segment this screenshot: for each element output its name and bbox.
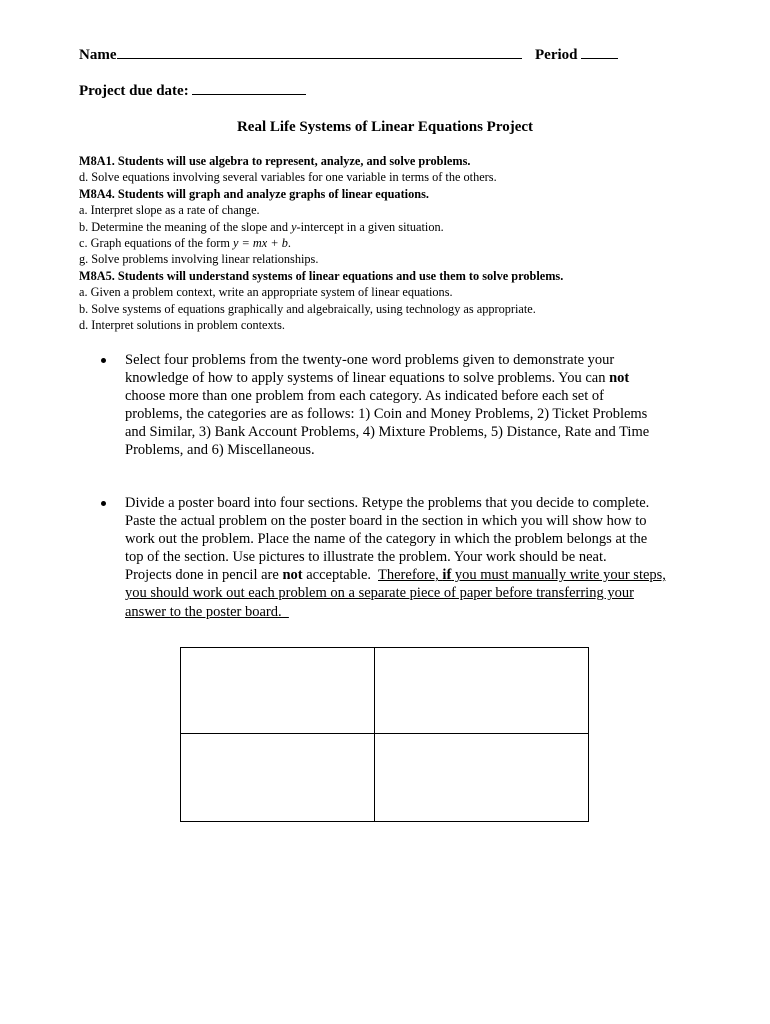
instruction-line: Select four problems from the twenty-one word problems given to demonstrate your [125,352,615,368]
poster-section-1 [181,648,375,734]
standard-line: g. Solve problems involving linear relationships. [79,252,319,267]
instruction-text: acceptable. [302,567,379,584]
standard-line [79,235,563,251]
poster-section-2 [375,648,588,734]
instruction-emphasis: if [442,567,452,584]
standard-line [79,219,563,235]
standard-line: M8A1. Students will use algebra to represent, analyze, and solve problems. [79,154,471,168]
instruction-text: knowledge of how to apply systems of linear equations to solve problems. You can [125,370,610,387]
name-blank[interactable] [117,58,522,59]
standards-block [79,153,563,333]
instruction-line [125,566,699,584]
instruction-line: you should work out each problem on a separate piece of paper before transferring your [125,585,634,602]
due-date-line [79,83,306,100]
instruction-emphasis: not [282,567,303,584]
standard-line: M8A4. Students will graph and analyze graphs of linear equations. [79,186,429,201]
poster-section-4 [375,734,588,821]
due-date-blank[interactable] [192,94,306,95]
instruction-line: Problems, and 6) Miscellaneous. [125,442,315,459]
page-title: Real Life Systems of Linear Equations Project [236,119,534,135]
instruction-underlined: Therefore, [378,567,443,584]
instruction-text: Projects done in pencil are [125,567,283,584]
standard-text: . [287,235,291,250]
period-label: Period [535,47,578,63]
standard-text: b. Determine the meaning of the slope and [79,219,292,234]
bullet-icon [101,501,106,506]
due-date-label: Project due date: [79,83,189,99]
instruction-underlined: you must manually write your steps, [451,567,666,584]
standard-line: M8A5. Students will understand systems of linear equations and use them to solve problems. [79,268,564,283]
instruction-line: problems, the categories are as follows: 1) Coin and Money Problems, 2) Ticket Problems [125,406,648,423]
standard-line: a. Given a problem context, write an appropriate system of linear equations. [79,285,453,300]
instructions-list-2 [79,494,699,621]
poster-section-3 [181,734,375,821]
standard-formula: y = mx + b [233,235,288,250]
instruction-line: top of the section. Use pictures to illustrate the problem. Your work should be neat. [125,549,607,566]
standard-var: y [291,219,297,234]
name-label: Name [79,47,117,63]
instruction-emphasis: not [609,370,630,387]
instruction-item [79,494,699,621]
instruction-line [125,369,699,387]
standard-line: b. Solve systems of equations graphically and algebraically, using technology as appropriate. [79,301,536,316]
poster-board-diagram [180,647,589,822]
standard-text: c. Graph equations of the form [79,235,234,250]
instruction-line: Divide a poster board into four sections. Retype the problems that you decide to complete. [125,495,650,511]
instruction-line: and Similar, 3) Bank Account Problems, 4) Mixture Problems, 5) Distance, Rate and Time [125,424,650,441]
standard-line: d. Solve equations involving several variables for one variable in terms of the others. [79,170,497,185]
instruction-line: work out the problem. Place the name of the category in which the problem belongs at the [125,531,648,548]
standard-text: -intercept in a given situation. [296,219,444,234]
bullet-icon [101,358,106,363]
period-blank[interactable] [581,58,618,59]
instruction-item [79,351,699,460]
instructions-list [79,351,699,460]
standard-line: d. Interpret solutions in problem contexts. [79,317,285,332]
name-line [79,47,618,64]
instruction-line: choose more than one problem from each category. As indicated before each set of [125,388,604,405]
instruction-line: Paste the actual problem on the poster board in the section in which you will show how to [125,513,647,530]
instruction-line: answer to the poster board. [125,603,289,620]
standard-line: a. Interpret slope as a rate of change. [79,203,260,218]
